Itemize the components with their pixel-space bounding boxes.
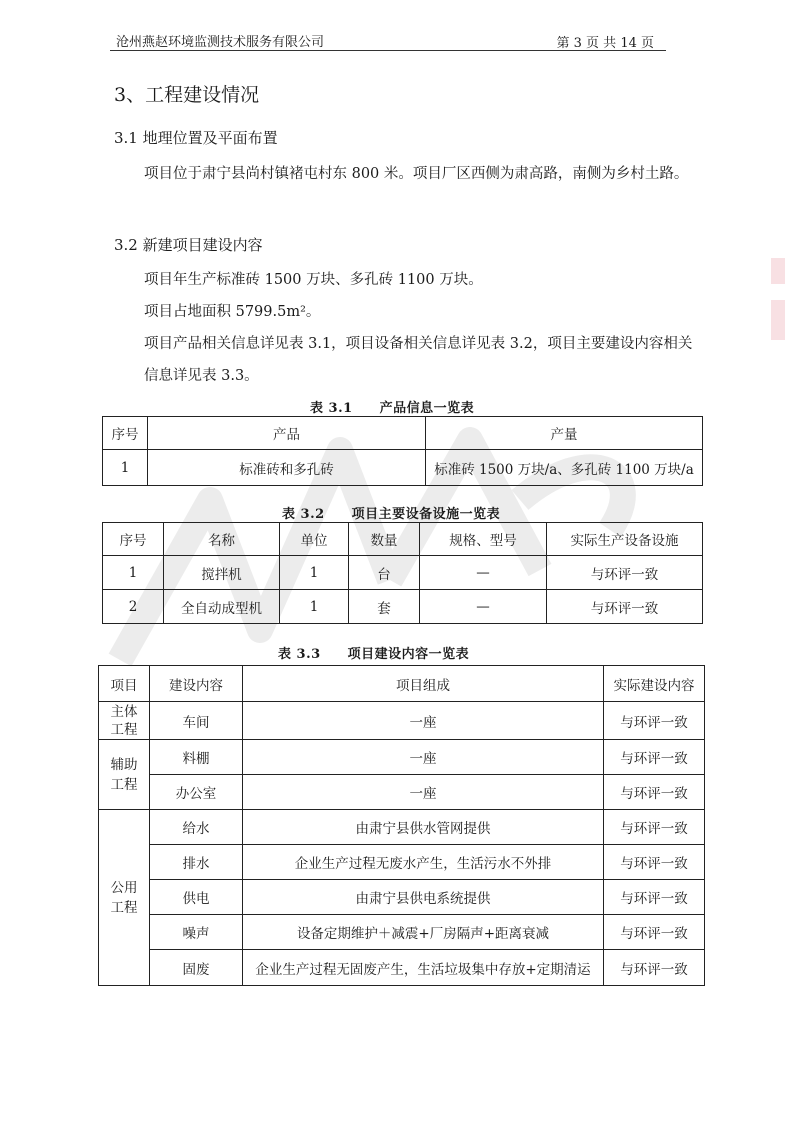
table-cell: 与环评一致 <box>604 775 705 810</box>
table-cell: 与环评一致 <box>604 950 705 986</box>
table-header: 产品 <box>148 417 426 450</box>
table-row <box>99 915 705 950</box>
edge-stamp-mark <box>771 300 785 340</box>
page-header <box>110 30 666 51</box>
group-cell: 公用工程 <box>99 810 150 986</box>
paragraph-area: 项目占地面积 5799.5m²。 <box>144 304 321 320</box>
table-cell: 标准砖 1500 万块/a、多孔砖 1100 万块/a <box>426 450 703 486</box>
subsection-title-3-2: 3.2 新建项目建设内容 <box>114 236 263 254</box>
table-row <box>99 950 705 986</box>
table-cell: — <box>420 590 547 624</box>
table-header: 实际生产设备设施 <box>547 523 703 556</box>
table-header: 单位 <box>280 523 349 556</box>
table-header: 数量 <box>349 523 420 556</box>
table-cell: 一座 <box>243 702 604 740</box>
table-cell: 车间 <box>150 702 243 740</box>
construction-table <box>98 665 705 986</box>
table-row <box>103 556 703 590</box>
table-cell: 与环评一致 <box>604 810 705 845</box>
subsection-title-3-1: 3.1 地理位置及平面布置 <box>114 129 278 147</box>
table-caption: 表 3.1 产品信息一览表 <box>310 401 475 416</box>
table-cell: 企业生产过程无废水产生，生活污水不外排 <box>243 845 604 880</box>
table-cell: 噪声 <box>150 915 243 950</box>
table-header: 项目 <box>99 666 150 702</box>
table-cell: 给水 <box>150 810 243 845</box>
equipment-table <box>102 522 703 624</box>
table-header: 规格、型号 <box>420 523 547 556</box>
table-header: 项目组成 <box>243 666 604 702</box>
table-row <box>99 775 705 810</box>
table-cell: 标准砖和多孔砖 <box>148 450 426 486</box>
table-cell: 由肃宁县供水管网提供 <box>243 810 604 845</box>
page-number: 第 3 页 共 14 页 <box>556 36 654 51</box>
table-caption: 表 3.3 项目建设内容一览表 <box>278 647 470 662</box>
table-row <box>99 702 705 740</box>
table-cell: — <box>420 556 547 590</box>
table-cell: 全自动成型机 <box>164 590 280 624</box>
table-cell: 与环评一致 <box>547 556 703 590</box>
table-header: 名称 <box>164 523 280 556</box>
table-cell: 1 <box>103 450 148 486</box>
table-row <box>103 590 703 624</box>
table-cell: 与环评一致 <box>604 915 705 950</box>
table-cell: 一座 <box>243 740 604 775</box>
table-cell: 料棚 <box>150 740 243 775</box>
table-cell: 一座 <box>243 775 604 810</box>
table-cell: 1 <box>280 556 349 590</box>
paragraph-table-refs: 项目产品相关信息详见表 3.1，项目设备相关信息详见表 3.2，项目主要建设内容相关信息详见表 3.3。 <box>144 336 693 384</box>
paragraph-location: 项目位于肃宁县尚村镇褚屯村东 800 米。项目厂区西侧为肃高路，南侧为乡村土路。 <box>144 166 689 182</box>
table-row <box>103 450 703 486</box>
paragraph-output: 项目年生产标准砖 1500 万块、多孔砖 1100 万块。 <box>144 272 483 288</box>
table-cell: 台 <box>349 556 420 590</box>
table-cell: 办公室 <box>150 775 243 810</box>
product-table <box>102 416 703 486</box>
table-cell: 供电 <box>150 880 243 915</box>
group-cell: 辅助工程 <box>99 740 150 810</box>
table-cell: 1 <box>103 556 164 590</box>
table-row <box>99 845 705 880</box>
table-caption: 表 3.2 项目主要设备设施一览表 <box>282 507 501 522</box>
table-header: 序号 <box>103 523 164 556</box>
table-header: 产量 <box>426 417 703 450</box>
edge-stamp-mark <box>771 258 785 284</box>
table-cell: 与环评一致 <box>604 880 705 915</box>
table-cell: 1 <box>280 590 349 624</box>
table-cell: 与环评一致 <box>604 702 705 740</box>
table-cell: 排水 <box>150 845 243 880</box>
group-cell: 主体工程 <box>99 702 150 740</box>
table-row <box>99 810 705 845</box>
table-header: 序号 <box>103 417 148 450</box>
table-cell: 与环评一致 <box>547 590 703 624</box>
table-cell: 企业生产过程无固废产生，生活垃圾集中存放+定期清运 <box>243 950 604 986</box>
company-name: 沧州燕赵环境监测技术服务有限公司 <box>116 35 325 50</box>
table-cell: 2 <box>103 590 164 624</box>
table-cell: 搅拌机 <box>164 556 280 590</box>
table-cell: 由肃宁县供电系统提供 <box>243 880 604 915</box>
table-cell: 套 <box>349 590 420 624</box>
table-header: 建设内容 <box>150 666 243 702</box>
table-cell: 固废 <box>150 950 243 986</box>
table-row <box>99 740 705 775</box>
table-cell: 与环评一致 <box>604 740 705 775</box>
table-header: 实际建设内容 <box>604 666 705 702</box>
table-row <box>99 880 705 915</box>
section-title: 3、工程建设情况 <box>114 84 260 106</box>
table-cell: 与环评一致 <box>604 845 705 880</box>
table-cell: 设备定期维护＋减震+厂房隔声+距离衰减 <box>243 915 604 950</box>
